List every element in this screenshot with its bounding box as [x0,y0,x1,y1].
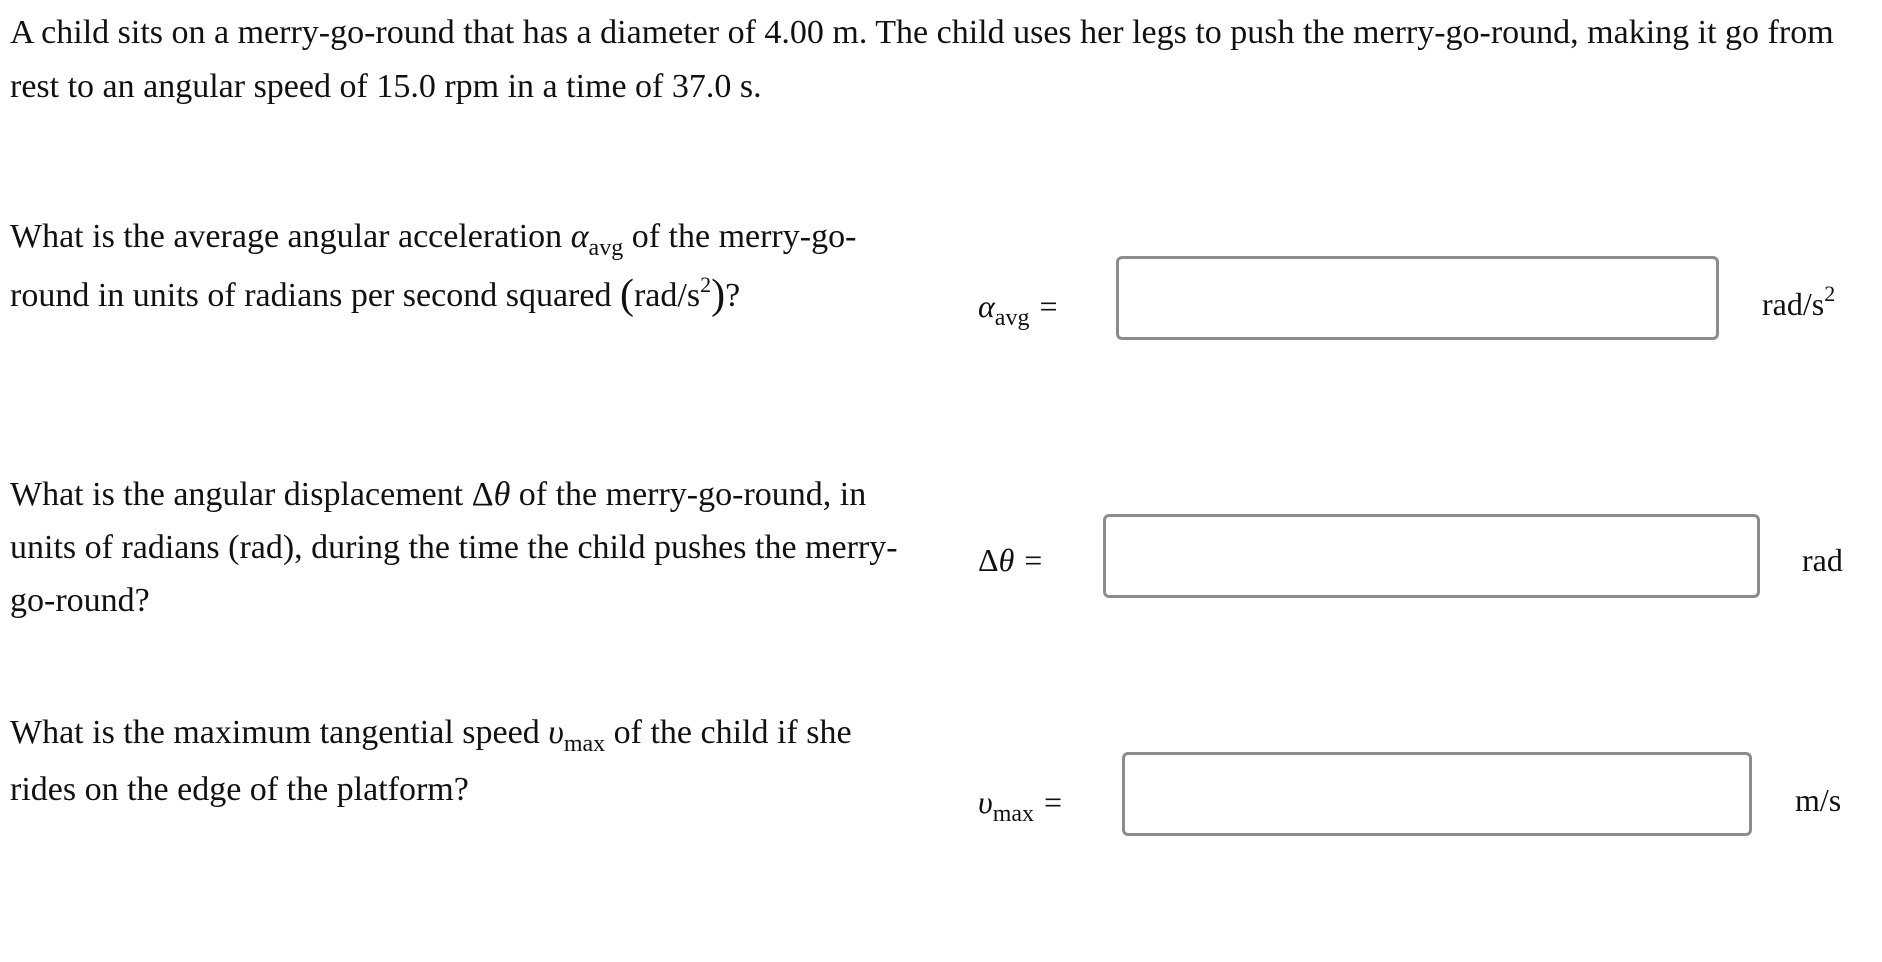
delta-symbol: Δ [978,542,999,578]
unit-exponent: 2 [1824,281,1836,306]
v-max-label [978,784,1063,827]
question-text: What is the angular displacement [10,476,472,513]
question-angular-displacement [10,468,910,627]
v-subscript: max [992,801,1035,827]
question-text: of the merry-go-round, in units of radians (rad), during the time the child pushes the merry-go-round? [10,476,898,619]
problem-statement: A child sits on a merry-go-round that has a diameter of 4.00 m. The child uses her legs to push the merry-go-round, making it go from rest to an angular speed of 15.0 rpm in a time of 37.0 s. [10,14,1834,105]
alpha-avg-label [978,288,1058,331]
alpha-symbol: α [978,288,995,324]
close-paren: ) [711,272,726,318]
angular-displacement-unit: rad [1802,542,1843,578]
angular-acceleration-input[interactable] [1116,256,1719,340]
tangential-speed-input[interactable] [1122,752,1752,836]
alpha-symbol: α [570,218,589,255]
delta-symbol: Δ [471,476,494,513]
open-paren: ( [619,272,634,318]
v-symbol: υ [548,714,564,751]
unit-base: rad/s [633,277,701,314]
question-text: What is the average angular acceleration [10,218,571,255]
question-text: What is the maximum tangential speed [10,714,549,751]
alpha-subscript: avg [994,305,1030,331]
unit-text: rad/s [1762,286,1825,322]
question-text: of the merry-go-round in units of radians per second squared [10,218,857,314]
tangential-speed-unit: m/s [1795,782,1842,818]
equals-sign: = [1039,288,1058,324]
question-tangential-speed [10,706,910,816]
delta-theta-label [978,542,1042,579]
equals-sign: = [1044,784,1063,820]
question-angular-acceleration [10,210,870,325]
question-mark: ? [725,277,741,314]
angular-acceleration-unit [1762,281,1836,323]
angular-displacement-input[interactable] [1103,514,1760,598]
alpha-subscript: avg [588,235,624,261]
v-subscript: max [563,731,606,757]
theta-symbol: θ [998,542,1015,578]
v-symbol: υ [978,784,993,820]
question-text: of the child if she rides on the edge of the platform? [10,714,852,808]
equals-sign: = [1024,542,1043,578]
theta-symbol: θ [493,476,511,513]
unit-exponent: 2 [700,272,712,297]
